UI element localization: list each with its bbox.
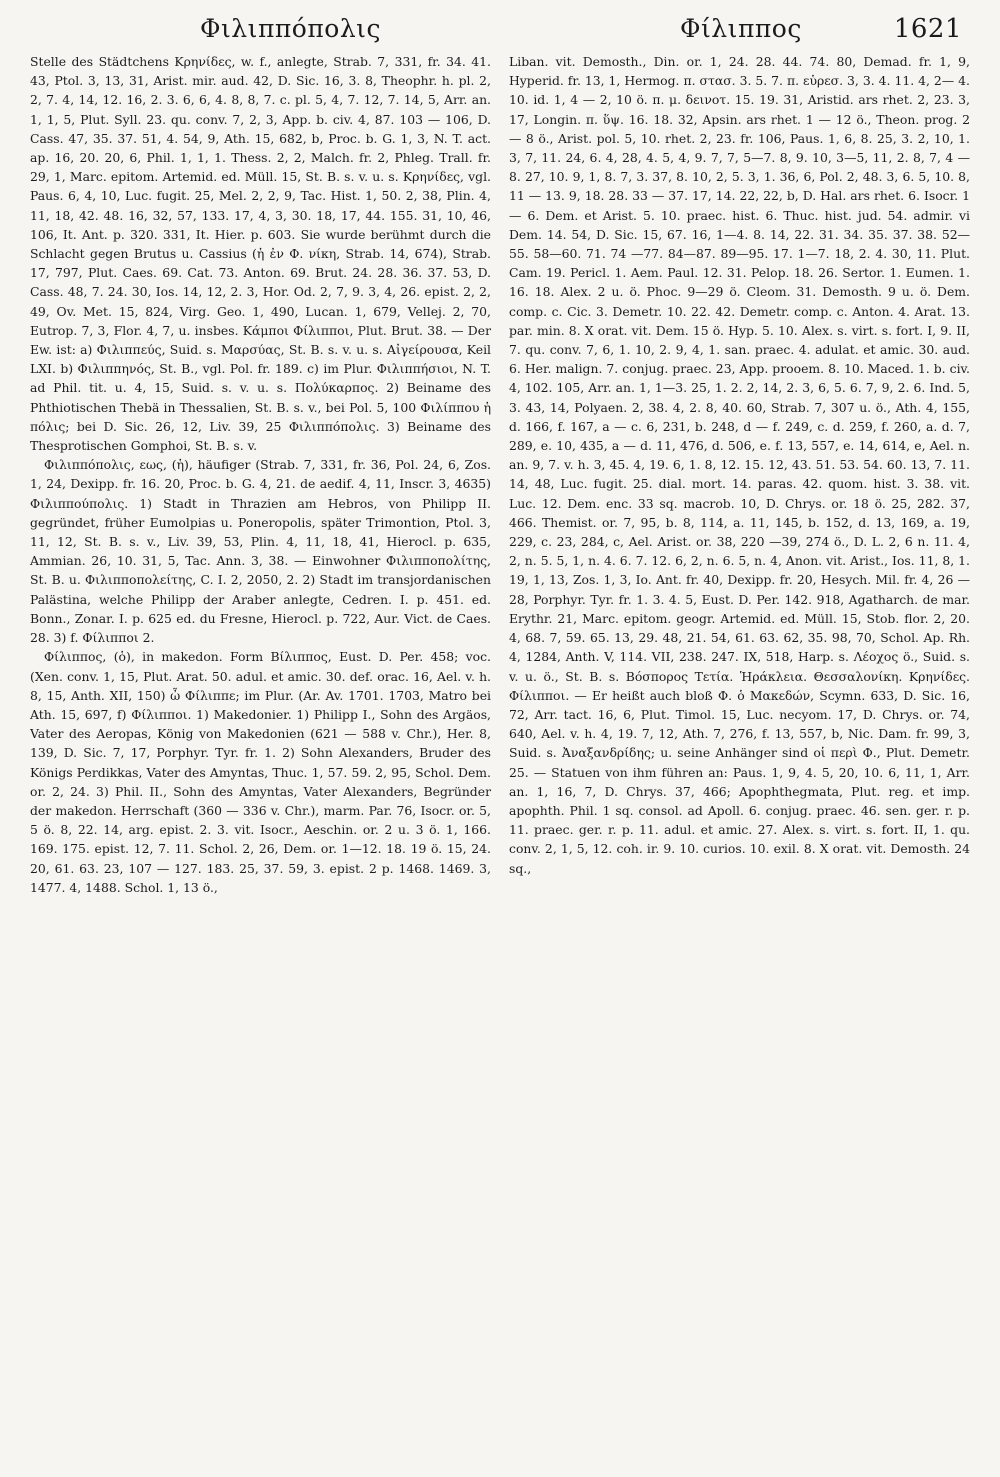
entry-paragraph-continued: Liban. vit. Demosth., Din. or. 1, 24. 28. 44. 74. 80, Demad. fr. 1, 9, Hyperid. fr. 13, 1, Hermog. π. στασ. 3. 5. 7. π. εὑρεσ. 3, 3. 4. 11. 4, 2— 4. 10. id. 1, 4 — 2, 10 ö. π. μ. δεινοτ. 15. 19. 31, Aristid. ars rhet. 2, 23. 3, 17, Longin. π. ὕψ. 16. 18. 32, Apsin. ars rhet. 1 — 12 ö., Theon. prog. 2 — 8 ö., Arist. pol. 5, 10. rhet. 2, 23. fr. 106, Paus. 1, 6, 8. 25, 3. 2, 10, 1. 3, 7, 11. 24, 6. 4, 28, 4. 5, 4, 9. 7, 7, 5—7. 8, 9. 10, 3—5, 11, 2. 8, 7, 4 — 8. 27, 10. 9, 1, 8. 7, 3. 37, 8. 10, 2, 5. 3, 1. 36, 6, Pol. 2, 48. 3, 6. 5, 10. 8, 11 — 13. 9, 18. 28. 33 — 37. 17, 14. 22, 22, b, D. Hal. ars rhet. 6. Isocr. 1 — 6. Dem. et Arist. 5. 10. praec. hist. 6. Thuc. hist. jud. 54. admir. vi Dem. 14. 54, D. Sic. 15, 67. 16, 1—4. 8. 14, 22. 31. 34. 35. 37. 38. 52—55. 58—60. 71. 74 —77. 84—87. 89—95. 17. 1—7. 18, 2. 4. 30, 11. Plut. Cam. 19. Pericl. 1. Aem. Paul. 12. 31. Pelop. 18. 26. Sertor. 1. Eumen. 1. 16. 18. Alex. 2 u. ö. Phoc. 9—29 ö. Cleom. 31. Demosth. 9 u. ö. Dem. comp. c. Cic. 3. Demetr. 10. 22. 42. Demetr. comp. c. Anton. 4. Arat. 13. par. min. 8. X orat. vit. Dem. 15 ö. Hyp. 5. 10. Alex. s. virt. s. fort. I, 9. II, 7. qu. conv. 7, 6, 1. 10, 2. 9, 4, 1. san. praec. 4. adulat. et amic. 30. aud. 6. Her. malign. 7. conjug. praec. 23, App. prooem. 8. 10. Maced. 1. b. civ. 4, 102. 105, Arr. an. 1, 1—3. 25, 1. 2. 2, 14, 2. 3, 6, 5. 6. 7, 9, 2. 6. Ind. 5, 3. 43, 14, Polyaen. 2, 38. 4, 2. 8, 40. 60, Strab. 7, 307 u. ö., Ath. 4, 155, d. 166, f. 167, a — c. 6, 231, b. 248, d — f. 249, c. d. 259, f. 260, a. d. 7, 289, e. 10, 435, a — d. 11, 476, d. 506, e. f. 13, 557, e. 14, 614, e, Ael. n. an. 9, 7. v. h. 3, 45. 4, 19. 6, 1. 8, 12. 15. 12, 43. 51. 53. 54. 60. 13, 7. 11. 14, 48, Luc. fugit. 25. dial. mort. 14. paras. 42. quom. hist. 3. 38. vit. Luc. 12. Dem. enc. 33 sq. macrob. 10, D. Chrys. or. 18 ö. 25, 282. 37, 466. Themist. or. 7, 95, b. 8, 114, a. 11, 145, b. 152, d. 13, 169, a. 19, 229, c. 23, 284, c, Ael. Arist. or. 38, 220 —39, 274 ö., D. L. 2, 6 n. 11. 4, 2, n. 5. 5, 1, n. 4. 6. 7. 12. 6, 2, n. 6. 5, n. 4, Anon. vit. Arist., Ios. 11, 8, 1. 19, 1, 13, Zos. 1, 3, Io. Ant. fr. 40, Dexipp. fr. 20, Hesych. Mil. fr. 4, 26 — 28, Porphyr. Tyr. fr. 1. 3. 4. 5, Eust. D. Per. 142. 918, Agatharch. de mar. Erythr. 21, Marc. epitom. geogr. Artemid. ed. Müll. 15, Stob. flor. 2, 20. 4, 68. 7, 59. 65. 13, 29. 48, 21. 54, 61. 63. 62, 35. 98, 70, Schol. Ap. Rh. 4, 1284, Anth. V, 114. VII, 238. 247. IX, 518, Harp. s. Λέοχος ö., Suid. s. v. u. ö., St. B. s. Βόσπορος Τετία. Ἡράκλεια. Θεσσαλονίκη. Κρηνίδες. Φίλιπποι. — Er heißt auch bloß Φ. ὁ Μακεδών, Scymn. 633, D. Sic. 16, 72, Arr. tact. 16, 6, Plut. Timol. 15, Luc. necyom. 17, D. Chrys. or. 74, 640, Ael. v. h. 4, 19. 7, 12, Ath. 7, 276, f. 13, 557, b, Nic. Dam. fr. 99, 3, Suid. s. Ἀναξανδρίδης; u. seine Anhänger sind οἱ περὶ Φ., Plut. Demetr. 25. — Statuen von ihm führen an: Paus. 1, 9, 4. 5, 20, 10. 6, 11, 1, Arr. an. 1, 16, 7, D. Chrys. 37, 466; Apophthegmata, Plut. reg. et imp. apophth. Phil. 1 sq. consol. ad Apoll. 6. conjug. praec. 46. sen. ger. r. p. 11. praec. ger. r. p. 11. adul. et amic. 27. Alex. s. virt. s. fort. II, 1. qu. conv. 2, 1, 5, 12. coh. ir. 9. 10. curios. 10. exil. 8. X orat. vit. Demosth. 24 sq., [509, 54, 974, 876]
entry-paragraph: Stelle des Städtchens Κρηνίδες, w. f., anlegte, Strab. 7, 331, fr. 34. 41. 43, Ptol. 3, 13, 31, Arist. mir. aud. 42, D. Sic. 16, 3. 8, Theophr. h. pl. 2, 2, 7. 4, 14, 12. 16, 2. 3. 6, 6, 4. 8, 8, 7. c. pl. 5, 4, 7. 12, 7. 14, 5, Arr. an. 1, 1, 5, Plut. Syll. 23. qu. conv. 7, 2, 3, App. b. civ. 4, 87. 103 — 106, D. Cass. 47, 35. 37. 51, 4. 54, 9, Ath. 15, 682, b, Proc. b. G. 1, 3, N. T. act. ap. 16, 20. 20, 6, Phil. 1, 1, 1. Thess. 2, 2, Malch. fr. 2, Phleg. Trall. fr. 29, 1, Marc. epitom. Artemid. ed. Müll. 15, St. B. s. v. u. s. Κρηνίδες, vgl. Paus. 6, 4, 10, Luc. fugit. 25, Mel. 2, 2, 9, Tac. Hist. 1, 50. 2, 38, Plin. 4, 11, 18, 42. 48. 16, 32, 57, 133. 17, 4, 3, 30. 18, 17, 44. 155. 31, 10, 46, 106, It. Ant. p. 320. 331, It. Hier. p. 603. Sie wurde berühmt durch die Schlacht gegen Brutus u. Cassius (ἡ ἐν Φ. νίκη, Strab. 14, 674), Strab. 17, 797, Plut. Caes. 69. Cat. 73. Anton. 69. Brut. 24. 28. 36. 37. 53, D. Cass. 48, 7. 24. 30, Ios. 14, 12, 2. 3, Hor. Od. 2, 7, 9. 3, 4, 26. epist. 2, 2, 49, Ov. Met. 15, 824, Virg. Geo. 1, 490, Lucan. 1, 679, Vellej. 2, 70, Eutrop. 7, 3, Flor. 4, 7, u. insbes. Κάμποι Φίλιπποι, Plut. Brut. 38. — Der Ew. ist: a) Φιλιππεύς, Suid. s. Μαρσύας, St. B. s. v. u. s. Αἰγείρουσα, Keil LXI. b) Φιλιππηνός, St. B., vgl. Pol. fr. 189. c) im Plur. Φιλιππήσιοι, N. T. ad Phil. tit. u. 4, 15, Suid. s. v. u. s. Πολύκαρπος. 2) Beiname des Phthiotischen Thebä in Thessalien, St. B. s. v., bei Pol. 5, 100 Φιλίππου ἡ πόλις; bei D. Sic. 26, 12, Liv. 39, 25 Φιλιππόπολις. 3) Beiname des Thesprotischen Gomphoi, St. B. s. v. [30, 54, 495, 454]
text-columns [30, 52, 974, 1462]
entry-philippos: Φίλιππος, (ὁ), in makedon. Form Βίλιππος, Eust. D. Per. 458; voc. (Xen. conv. 1, 15, Plut. Arat. 50. adul. et amic. 30. def. orac. 16, Ael. v. h. 8, 15, Anth. XII, 150) ὦ Φίλιππε; im Plur. (Ar. Av. 1701. 1703, Matro bei Ath. 15, 697, f) Φίλιπποι. 1) Makedonier. 1) Philipp I., Sohn des Argäos, Vater des Aeropas, König von Makedonien (621 — 588 v. Chr.), Her. 8, 139, D. Sic. 7, 17, Porphyr. Tyr. fr. 1. 2) Sohn Alexanders, Bruder des Königs Perdikkas, Vater des Amyntas, Thuc. 1, 57. 59. 2, 95, Schol. Dem. or. 2, 24. 3) Phil. II., Sohn des Amyntas, Vater Alexanders, Begründer der makedon. Herrschaft (360 — 336 v. Chr.), marm. Par. 76, Isocr. or. 5, 5 ö. 8, 22. 14, arg. epist. 2. 3. vit. Isocr., Aeschin. or. 2 u. 3 ö. 1, 166. 169. 175. epist. 12, 7. 11. Schol. 2, 26, Dem. or. 1—12. 18. 19 ö. 15, 24. 20, 61. 63. 23, 107 — 127. 183. 25, 37. 59, 3. epist. 2 p. 1468. 1469. 3, 1477. 4, 1488. Schol. 1, 13 ö., [30, 649, 495, 895]
entry-philippopolis: Φιλιππόπολις, εως, (ἡ), häufiger (Strab. 7, 331, fr. 36, Pol. 24, 6, Zos. 1, 24, Dexipp. fr. 16. 20, Proc. b. G. 4, 21. de aedif. 4, 11, Inscr. 3, 4635) Φιλιππούπολις. 1) Stadt in Thrazien am Hebros, von Philipp II. gegründet, früher Eumolpias u. Poneropolis, später Trimontion, Ptol. 3, 11, 12, St. B. s. v., Liv. 39, 53, Plin. 4, 11, 18, 41, Hierocl. p. 635, Ammian. 26, 10. 31, 5, Tac. Ann. 3, 38. — Einwohner Φιλιπποπολίτης, St. B. u. Φιλιπποπολείτης, C. I. 2, 2050, 2. 2) Stadt im transjordanischen Palästina, welche Philipp der Araber anlegte, Cedren. I. p. 451. ed. Bonn., Zonar. I. p. 625 ed. du Fresne, Hierocl. p. 722, Aur. Vict. de Caes. 28. 3) f. Φίλιπποι 2. [30, 457, 495, 646]
running-head-right: Φίλιππος [680, 14, 802, 43]
page-number: 1621 [893, 14, 962, 44]
left-column [30, 52, 495, 1462]
running-head-left: Φιλιππόπολις [200, 14, 381, 43]
page-header [30, 8, 970, 52]
right-column [509, 52, 974, 1462]
